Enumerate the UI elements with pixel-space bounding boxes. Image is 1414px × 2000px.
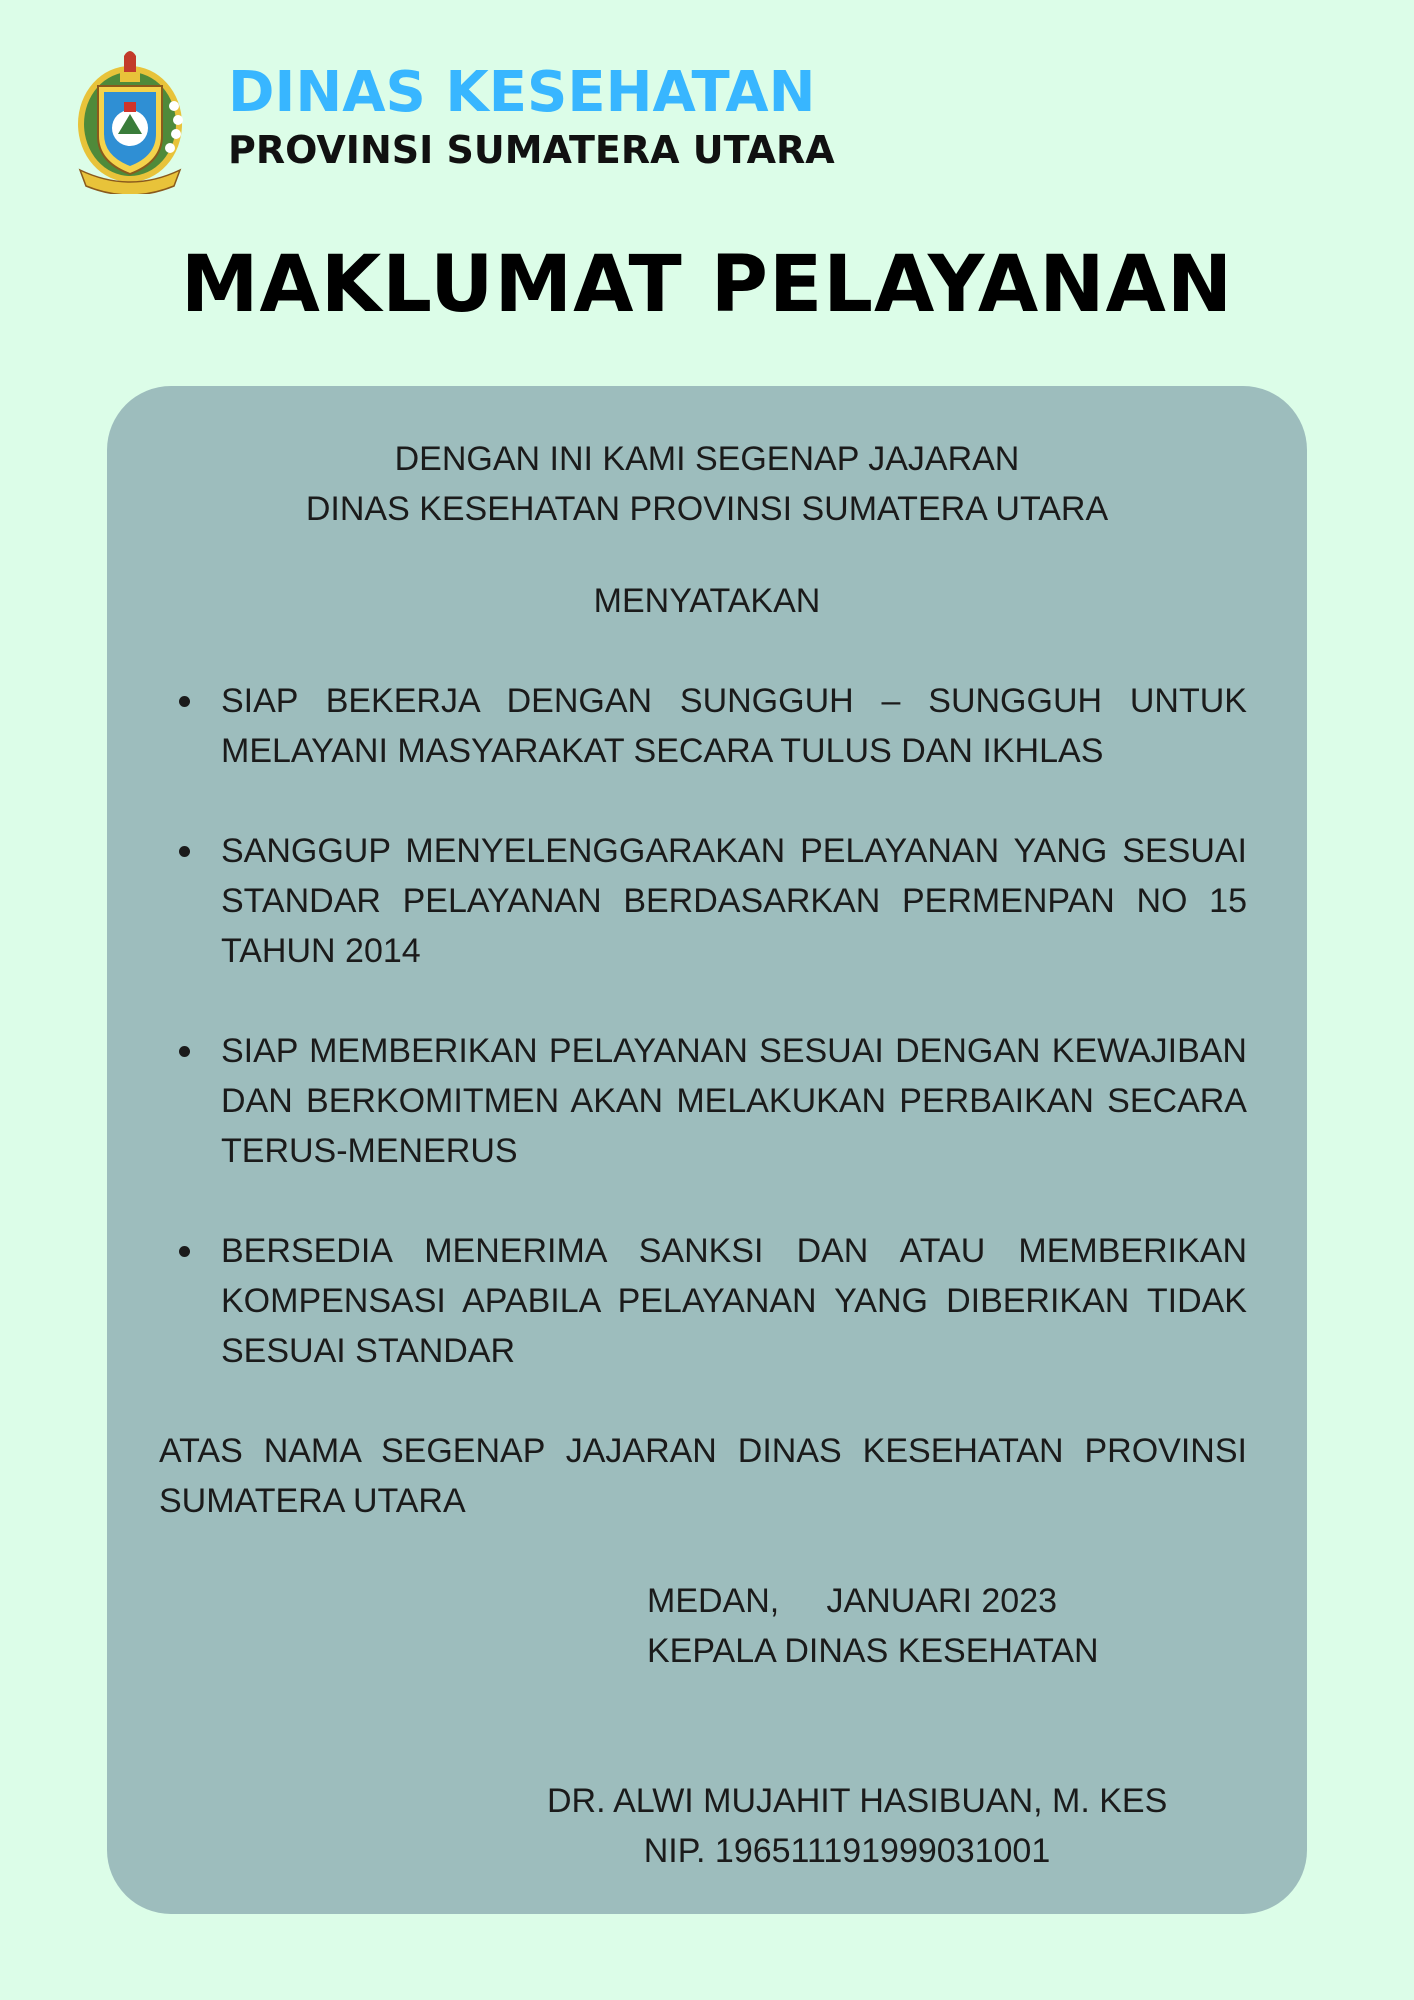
bullet-icon: [179, 696, 190, 707]
commitment-item: [179, 1026, 1247, 1176]
bullet-icon: [179, 1046, 190, 1057]
intro-text: [107, 434, 1307, 534]
bullet-icon: [179, 846, 190, 857]
signatory-nip: NIP. 196511191999031001: [643, 1832, 1051, 1870]
commitment-text: SIAP BEKERJA DENGAN SUNGGUH – SUNGGUH UNTUK MELAYANI MASYARAKAT SECARA TULUS DAN IKHLAS: [221, 682, 1247, 770]
commitment-text: BERSEDIA MENERIMA SANKSI DAN ATAU MEMBERIKAN KOMPENSASI APABILA PELAYANAN YANG DIBERIKAN TIDAK SESUAI STANDAR: [221, 1232, 1247, 1370]
header: [70, 44, 970, 194]
declaration-card: [107, 386, 1307, 1914]
commitment-text: SANGGUP MENYELENGGARAKAN PELAYANAN YANG SESUAI STANDAR PELAYANAN BERDASARKAN PERMENPAN NO 15 TAHUN 2014: [221, 832, 1247, 970]
declare-heading: MENYATAKAN: [593, 582, 821, 620]
coat-of-arms-logo: [70, 44, 196, 194]
page-title: MAKLUMAT PELAYANAN: [180, 240, 1234, 330]
signature-block: [547, 1776, 1168, 1876]
commitment-text: SIAP MEMBERIKAN PELAYANAN SESUAI DENGAN KEWAJIBAN DAN BERKOMITMEN AKAN MELAKUKAN PERBAIKAN SECARA TERUS-MENERUS: [221, 1032, 1247, 1170]
organization-name: DINAS KESEHATAN: [228, 60, 816, 125]
place-date: MEDAN, JANUARI 2023: [647, 1582, 1058, 1620]
intro-line-1: DENGAN INI KAMI SEGENAP JAJARAN: [394, 440, 1020, 478]
commitment-item: [179, 826, 1247, 976]
signatory-position: KEPALA DINAS KESEHATAN: [647, 1632, 1099, 1670]
signatory-name: DR. ALWI MUJAHIT HASIBUAN, M. KES: [547, 1782, 1168, 1820]
commitment-list: [179, 676, 1247, 1426]
intro-line-2: DINAS KESEHATAN PROVINSI SUMATERA UTARA: [305, 490, 1109, 528]
commitment-item: [179, 676, 1247, 776]
closing-statement: ATAS NAMA SEGENAP JAJARAN DINAS KESEHATAN PROVINSI SUMATERA UTARA: [159, 1432, 1247, 1520]
commitment-item: [179, 1226, 1247, 1376]
signature-place-date: [647, 1576, 1099, 1676]
bullet-icon: [179, 1246, 190, 1257]
organization-subtitle: PROVINSI SUMATERA UTARA: [228, 128, 835, 172]
